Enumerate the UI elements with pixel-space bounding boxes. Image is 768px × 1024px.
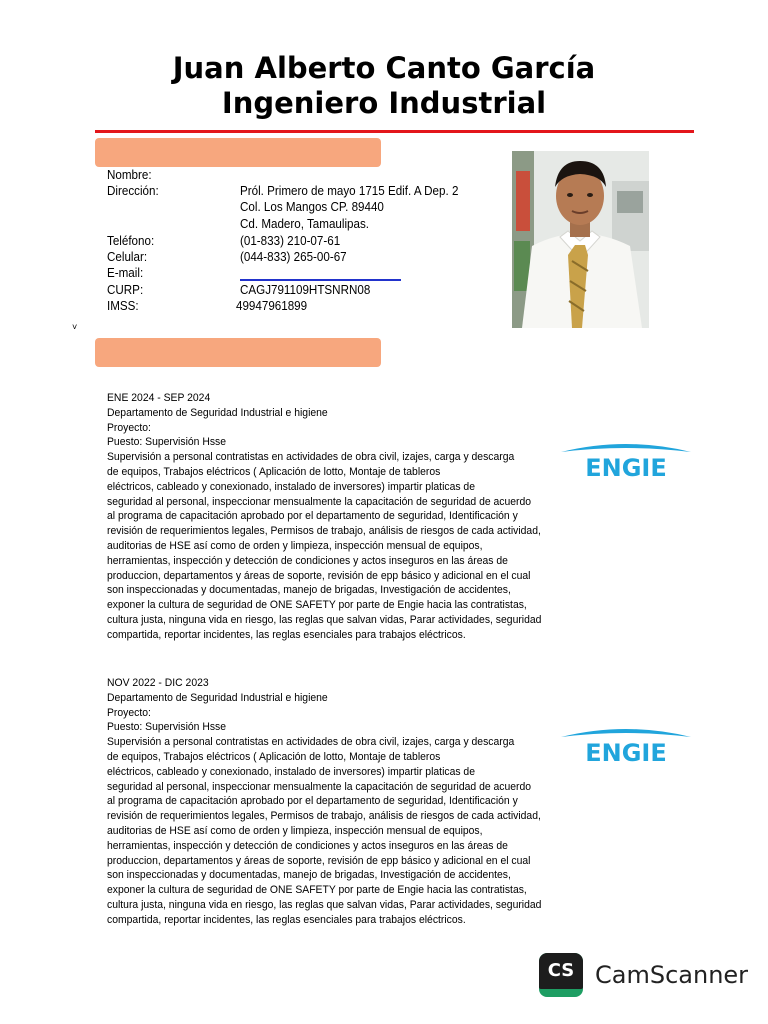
job-description-line: eléctricos, cableado y conexionado, instalado de inversores) impartir platicas de [107, 765, 475, 778]
job-description-line: de equipos, Trabajos eléctricos ( Aplicación de lotto, Montaje de tableros [107, 465, 441, 478]
engie-logo [553, 442, 699, 482]
profession-title: Ingeniero Industrial [221, 86, 547, 120]
contact-value-direccion-3: Cd. Madero, Tamaulipas. [240, 217, 370, 231]
job-description-line: son inspeccionadas y documentadas, manejo de brigadas, Investigación de accidentes, [107, 584, 511, 597]
job-description-line: eléctricos, cableado y conexionado, instalado de inversores) impartir platicas de [107, 480, 475, 493]
job-description-line: compartida, reportar incidentes, las reglas esenciales para trabajos eléctricos. [107, 628, 466, 641]
job-department: Departamento de Seguridad Industrial e higiene [107, 406, 328, 419]
email-underline [240, 279, 401, 281]
job-description-line: revisión de requerimientos legales, Permisos de trabajo, análisis de riesgos de cada actividad, [107, 525, 541, 538]
job-description-line: al programa de capacitación aprobado por el departamento de seguridad, Identificación y [107, 510, 518, 523]
job-description-line: revisión de requerimientos legales, Permisos de trabajo, análisis de riesgos de cada actividad, [107, 810, 541, 823]
camscanner-label: CamScanner [595, 961, 749, 989]
contact-value-imss: 49947961899 [236, 299, 308, 313]
job-department: Departamento de Seguridad Industrial e higiene [107, 691, 328, 704]
engie-logo [553, 727, 699, 767]
job-description-line: produccion, departamentos y áreas de soporte, revisión de epp básico y adicional en el cual [107, 854, 531, 867]
job-description-line: al programa de capacitación aprobado por el departamento de seguridad, Identificación y [107, 795, 518, 808]
job-description-line: son inspeccionadas y documentadas, manejo de brigadas, Investigación de accidentes, [107, 869, 511, 882]
header-divider [95, 130, 694, 133]
job-description-line: herramientas, inspección y detección de condiciones y actos inseguros en las áreas de [107, 839, 508, 852]
job-description-line: seguridad al personal, inspeccionar mensualmente la capacitación de seguridad de acuerdo [107, 495, 532, 508]
job-description-line: compartida, reportar incidentes, las reglas esenciales para trabajos eléctricos. [107, 913, 466, 926]
job-description-line: Supervisión a personal contratistas en actividades de obra civil, izajes, carga y descarga [107, 451, 515, 464]
stray-mark: ˅ [72, 322, 78, 332]
camscanner-icon: CS [539, 953, 583, 997]
job-position: Puesto: Supervisión Hsse [107, 721, 227, 734]
job-description-line: exponer la cultura de seguridad de ONE SAFETY por parte de Engie hacia las contratistas, [107, 884, 527, 897]
contact-value-telefono: (01-833) 210-07-61 [240, 234, 341, 248]
job-description-line: auditorias de HSE así como de orden y limpieza, inspección mensual de equipos, [107, 539, 483, 552]
job-entry [107, 676, 542, 928]
contact-value-direccion-1: Pról. Primero de mayo 1715 Edif. A Dep. 2 [240, 184, 459, 198]
job-description-line: produccion, departamentos y áreas de soporte, revisión de epp básico y adicional en el cual [107, 569, 531, 582]
job-position: Puesto: Supervisión Hsse [107, 436, 227, 449]
section-bar-personal [95, 138, 381, 167]
section-bar-experience [95, 338, 381, 367]
svg-text:ENGIE: ENGIE [585, 739, 667, 767]
job-description-line: cultura justa, ninguna vida en riesgo, las reglas que salvan vidas, Parar actividades, seguridad [107, 898, 542, 911]
job-description-line: herramientas, inspección y detección de condiciones y actos inseguros en las áreas de [107, 554, 508, 567]
contact-label-celular: Celular: [107, 250, 148, 264]
contact-label-direccion: Dirección: [107, 184, 159, 198]
contact-label-nombre: Nombre: [107, 168, 152, 182]
contact-label-email: E-mail: [107, 266, 144, 280]
job-description-line: seguridad al personal, inspeccionar mensualmente la capacitación de seguridad de acuerdo [107, 780, 532, 793]
job-entry [107, 391, 542, 643]
job-period: ENE 2024 - SEP 2024 [107, 392, 211, 404]
job-description-line: Supervisión a personal contratistas en actividades de obra civil, izajes, carga y descarga [107, 736, 515, 749]
job-project: Proyecto: [107, 706, 151, 719]
svg-text:ENGIE: ENGIE [585, 454, 667, 482]
job-project: Proyecto: [107, 421, 151, 434]
contact-label-telefono: Teléfono: [107, 234, 155, 248]
contact-value-curp: CAGJ791109HTSNRN08 [240, 283, 371, 297]
contact-label-curp: CURP: [107, 283, 144, 297]
contact-value-direccion-2: Col. Los Mangos CP. 89440 [240, 200, 384, 214]
job-description-line: exponer la cultura de seguridad de ONE SAFETY por parte de Engie hacia las contratistas, [107, 599, 527, 612]
name-title: Juan Alberto Canto García [172, 51, 596, 85]
job-description-line: auditorias de HSE así como de orden y limpieza, inspección mensual de equipos, [107, 824, 483, 837]
contact-value-celular: (044-833) 265-00-67 [240, 250, 347, 264]
job-description-line: de equipos, Trabajos eléctricos ( Aplicación de lotto, Montaje de tableros [107, 750, 441, 763]
profile-photo [512, 151, 649, 328]
contact-label-imss: IMSS: [107, 299, 139, 313]
camscanner-watermark [539, 953, 749, 997]
job-description-line: cultura justa, ninguna vida en riesgo, las reglas que salvan vidas, Parar actividades, seguridad [107, 613, 542, 626]
job-period: NOV 2022 - DIC 2023 [107, 677, 209, 689]
